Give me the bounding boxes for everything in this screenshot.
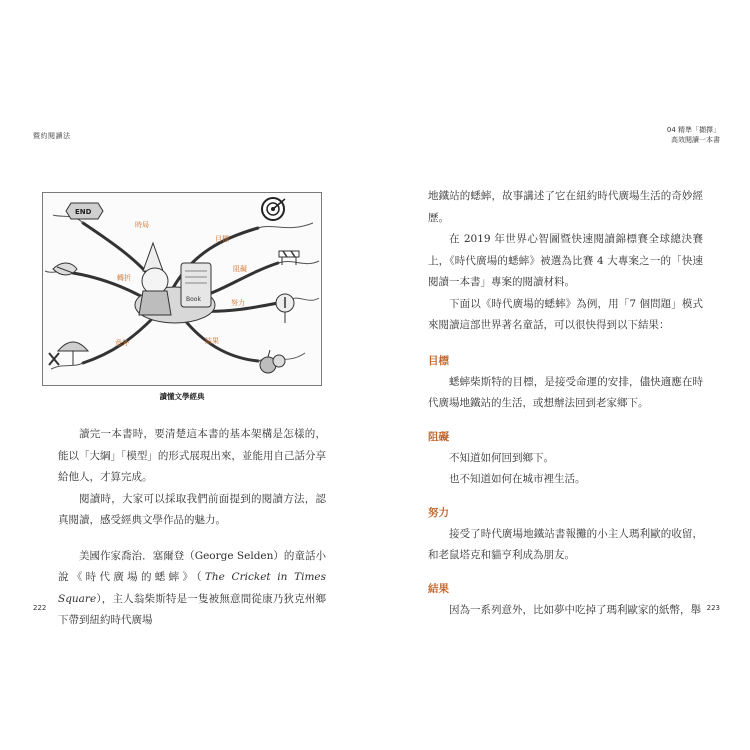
section-text: 因為一系列意外，比如夢中吃掉了瑪利歐家的紙幣，舉 [449, 603, 701, 616]
mind-map-drawing [43, 193, 321, 385]
turning-icon [53, 263, 77, 275]
barrier-icon [279, 251, 299, 265]
section-text: 蟋蟀柴斯特的目標，是接受命運的安排，儘快適應在時代廣場地鐵站的生活，或想辦法回到老家鄉下。 [428, 375, 703, 409]
end-sign-text: END [75, 208, 92, 216]
label-time: 時局 [135, 221, 149, 229]
figure-caption: 讀懂文學經典 [159, 392, 205, 401]
target-icon [262, 198, 285, 220]
paragraph [58, 546, 326, 632]
paragraph: 地鐵站的蟋蟀，故事講述了它在紐約時代廣場生活的奇妙經歷。 [428, 190, 703, 224]
right-page-number: 223 [706, 604, 720, 612]
section-heading-obstacle: 阻礙 [428, 430, 449, 443]
paragraph-text: ），主人翁柴斯特是一隻被無意間從康乃狄克州鄉下帶到紐約時代廣場 [58, 592, 326, 626]
chapter-title: 04 精準「擷擇」 [666, 126, 720, 134]
paragraph: 下面以《時代廣場的蟋蟀》為例，用「7 個問題」模式來閱讀這部世界著名童話，可以很快得到以下結果： [428, 297, 703, 331]
label-result: 結果 [205, 337, 219, 345]
umbrella-icon [49, 342, 88, 365]
paragraph-text: 美國作家喬治．塞爾登（George Selden）的童話小說《時代廣場的蟋蟀》（ [58, 549, 326, 583]
paragraph: 閱讀時，大家可以採取我們前面提到的閱讀方法，認真閱讀，感受經典文學作品的魅力。 [58, 492, 326, 526]
right-running-header [667, 125, 720, 145]
mind-map-illustration [42, 192, 322, 386]
section-heading-result: 結果 [428, 582, 449, 595]
section-text: 接受了時代廣場地鐵站書報攤的小主人瑪利歐的收留，和老鼠塔克和貓亨利成為朋友。 [428, 527, 703, 561]
section-text: 不知道如何回到鄉下。 [449, 451, 554, 464]
section-heading-effort: 努力 [428, 506, 449, 519]
left-page-number: 222 [33, 604, 47, 612]
label-goal: 目標 [215, 235, 229, 243]
section-heading-goal: 目標 [428, 354, 449, 367]
label-effort: 努力 [231, 299, 245, 307]
right-page-body [428, 186, 703, 621]
label-accident: 意外 [115, 339, 129, 347]
label-obstacle: 阻礙 [233, 265, 247, 273]
book-label: Book [186, 296, 201, 303]
chapter-subtitle: 高效閱讀一本書 [671, 136, 720, 144]
paragraph: 在 2019 年世界心智圖暨快速閱讀錦標賽全球總決賽上，《時代廣場的蟋蟀》被選為比賽 4 大專案之一的「快速閱讀一本書」專案的閱讀材料。 [428, 233, 703, 288]
left-running-header: 暨約閱讀法 [33, 132, 71, 140]
label-turn: 轉折 [117, 274, 131, 282]
pedestrian-sign-icon [276, 294, 294, 323]
section-text: 也不知道如何在城市裡生活。 [449, 473, 586, 485]
left-page-body [58, 424, 326, 632]
book-title-english: The Cricket in Times Square [58, 571, 327, 605]
paragraph: 讀完一本書時，要清楚這本書的基本架構是怎樣的，能以「大綱」「模型」的形式展現出來，並能用自己話分享給他人，才算完成。 [58, 428, 326, 483]
fruit-icon [260, 350, 285, 373]
end-sign-icon [66, 203, 103, 219]
